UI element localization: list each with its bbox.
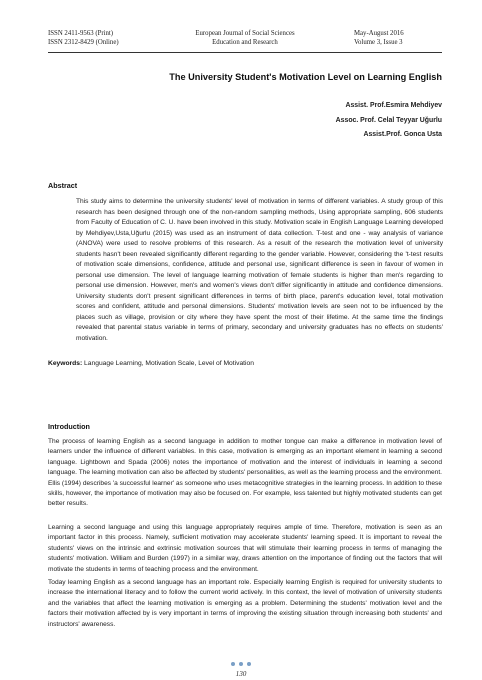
paper-title: The University Student's Motivation Level on Learning English xyxy=(169,72,442,82)
issn-print: ISSN 2411-9563 (Print) xyxy=(48,30,114,37)
abstract-text: This study aims to determine the university students' level of motivation in terms of different variables. A study group of this research has been designed through one of the non-random sampling methods, Using appropriate sampling, 606 students from Faculty of Education of C. U. have been involved in this study. Motivation scale in English Language Learning developed by Mehdiyev,Usta,Uğurlu (2015) was used as an instrument of data collection. T-test and one - way analysis of variance (ANOVA) were used to resolve problems of this research. As a result of the research the motivation level of university students hasn't been revealed significantly different regarding to the gender variable. However, considering the 't-test results of motivation scale dimensions, confidence, attitude and personal use, significant difference is seen in favour of women in personal use dimension. The level of language learning motivation of female students is higher than men's regarding to personal use dimension. However, men's and women's views don't differ significantly in attitude and confidence dimensions. University students don't present significant differences in terms of birth place, parent's education level, total motivation scores and confident, attitude and personal dimensions. Students' motivation levels are seen not to be influenced by the places such as village, provision or city where they have spent the most of their lifetime. At the same time the findings revealed that parental status variable in terms of primary, secondary and university graduates has no effects on students' motivation. xyxy=(76,198,443,342)
issue-volume: Volume 3, Issue 3 xyxy=(354,38,403,46)
keywords-text: Language Learning, Motivation Scale, Level of Motivation xyxy=(82,360,254,367)
dot-icon xyxy=(231,662,235,666)
introduction-heading: Introduction xyxy=(48,422,90,431)
author-name: Assoc. Prof. Celal Teyyar Uğurlu xyxy=(335,116,442,124)
introduction-paragraph: Learning a second language and using this language appropriately requires ample of time. Therefore, motivation is seen as an important factor in this process. Namely, sufficient motivation may accelerate students' learning speed. It is important to reveal the students' views on the intrinsic and extrinsic motivation sources that will stimulate their learning process in terms of managing the students' motivation. William and Burden (1997) in a similar way, draws attention on the importance of finding out the factors that will motivate the students in terms of teaching process and the environment. xyxy=(48,524,442,573)
keywords-label: Keywords: xyxy=(48,360,83,367)
footer-dots-ornament xyxy=(229,662,255,667)
journal-subtitle: Education and Research xyxy=(212,38,278,46)
introduction-paragraph: The process of learning English as a second language in addition to mother tongue can make a difference in motivation level of learners under the influence of different variables. In this case, motivation is emerging as an important element in learning a second language. Lightbown and Spada (2006) notes the importance of motivation and the interest of individuals in learning a second language. The learning motivation can also be affected by students' personalities, as well as the learning process and the environment. Ellis (1994) describes 'a successful learner' as someone who uses metacognitive strategies in the learning process. In addition to these skills, however, the importance of motivation may also be focused on. For example, less talented but highly motivated students can get better results. xyxy=(48,438,442,508)
header-issue xyxy=(354,30,442,47)
page-number: 130 xyxy=(235,670,247,678)
issn-online: ISSN 2312-8429 (Online) xyxy=(48,38,119,46)
header-divider xyxy=(48,52,442,53)
author-list xyxy=(336,99,442,143)
abstract-heading: Abstract xyxy=(48,181,78,190)
dot-icon xyxy=(239,662,243,666)
keywords-line xyxy=(48,360,442,367)
running-header xyxy=(48,30,442,52)
journal-name: European Journal of Social Sciences xyxy=(195,30,295,37)
issue-date: May-August 2016 xyxy=(354,30,404,37)
author-name: Assist. Prof.Esmira Mehdiyev xyxy=(345,102,442,109)
dot-icon xyxy=(247,662,251,666)
author-name: Assist.Prof. Gonca Usta xyxy=(363,131,442,138)
introduction-paragraph: Today learning English as a second language has an important role. Especially learning English is required for university students to increase the international literacy and to follow the current world actively. In this context, the level of motivation of university students and the variables that affect the learning motivation is emerging as a problem. Determining the students' motivation level and the factors their motivation affected by is very important in terms of improving the existing situation through increasing both students' and instructors' awareness. xyxy=(48,579,442,628)
